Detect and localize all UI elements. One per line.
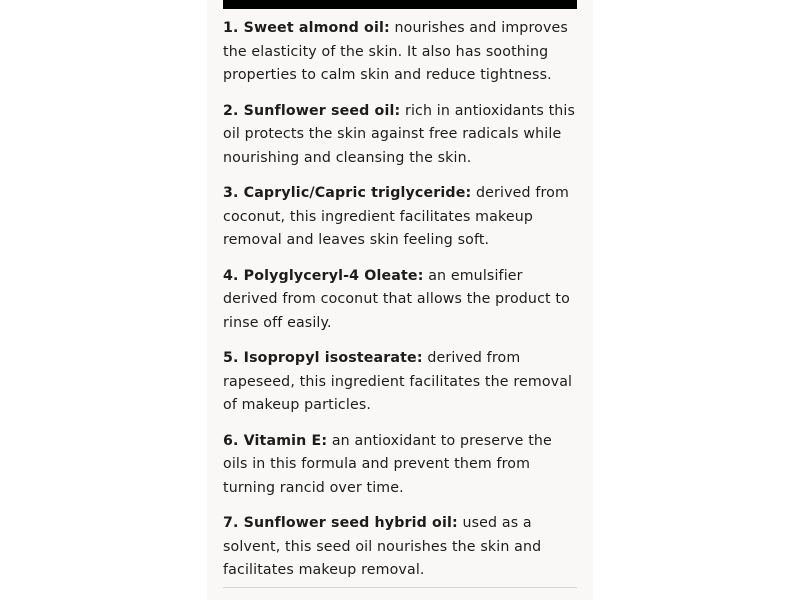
ingredient-description: rich in antioxidants this oil protects the skin against free radicals while nourishing and cleansing the skin. bbox=[223, 102, 576, 166]
ingredient-name: 4. Polyglyceryl-4 Oleate: bbox=[223, 267, 424, 284]
ingredient-description: nourishes and improves the elasticity of the skin. It also has soothing properties to calm skin and reduce tightness. bbox=[223, 20, 568, 83]
ingredient-name: 7. Sunflower seed hybrid oil: bbox=[223, 515, 458, 531]
ingredient-name: 5. Isopropyl isostearate: bbox=[223, 350, 423, 366]
ingredient-item-2 bbox=[223, 100, 577, 171]
ingredient-item-4 bbox=[223, 265, 577, 336]
top-bar bbox=[223, 0, 577, 9]
ingredient-description: an emulsifier derived from coconut that allows the product to rinse off easily. bbox=[223, 267, 570, 331]
ingredient-item-7 bbox=[223, 512, 577, 583]
ingredient-description: derived from rapeseed, this ingredient facilitates the removal of makeup particles. bbox=[223, 350, 573, 413]
ingredient-item-3 bbox=[223, 182, 577, 253]
ingredient-item-5 bbox=[223, 347, 577, 418]
ingredient-name: 3. Caprylic/Capric triglyceride: bbox=[223, 185, 472, 201]
ingredient-item-1 bbox=[223, 17, 577, 88]
ingredient-description: derived from coconut, this ingredient facilitates makeup removal and leaves skin feeling soft. bbox=[223, 185, 569, 248]
ingredient-name: 6. Vitamin E: bbox=[223, 432, 328, 449]
ingredient-item-6 bbox=[223, 430, 577, 501]
ingredient-name: 1. Sweet almond oil: bbox=[223, 20, 390, 36]
ingredient-description: an antioxidant to preserve the oils in this formula and prevent them from turning rancid over time. bbox=[223, 432, 552, 496]
ingredient-list bbox=[223, 17, 577, 595]
ingredient-description: used as a solvent, this seed oil nourishes the skin and facilitates makeup removal. bbox=[223, 515, 542, 578]
section-divider bbox=[223, 587, 577, 588]
ingredient-name: 2. Sunflower seed oil: bbox=[223, 102, 401, 119]
